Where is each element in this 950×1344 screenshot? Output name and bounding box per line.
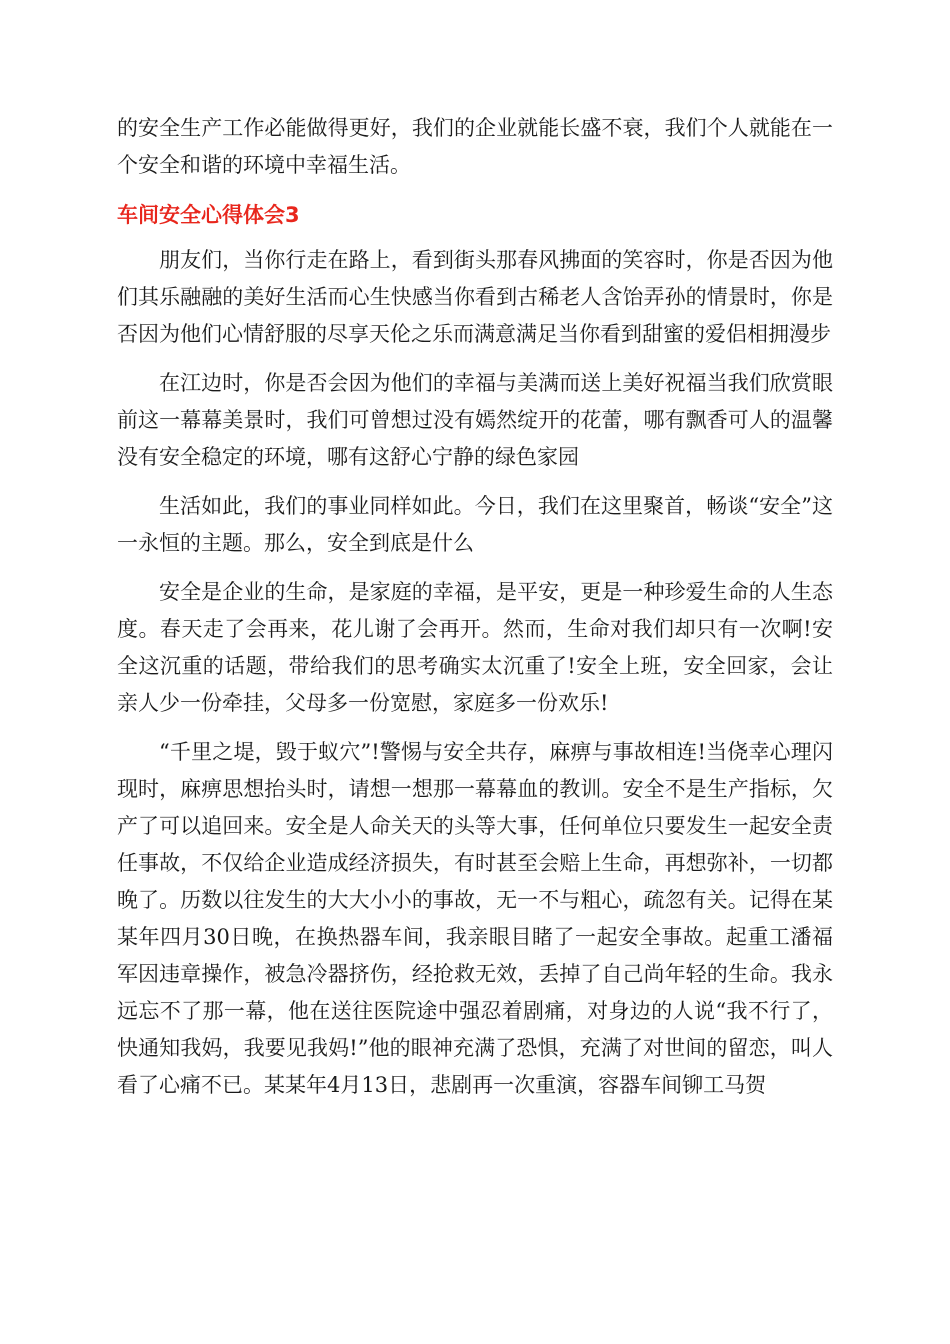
paragraph-3: 生活如此，我们的事业同样如此。今日，我们在这里聚首，畅谈“安全”这一永恒的主题。那么，安全到底是什么 <box>117 494 833 555</box>
paragraph-2: 在江边时，你是否会因为他们的幸福与美满而送上美好祝福当我们欣赏眼前这一幕幕美景时，我们可曾想过没有嫣然绽开的花蕾，哪有飘香可人的温馨没有安全稳定的环境，哪有这舒心宁静的绿色家园 <box>117 371 833 469</box>
document-body <box>117 110 833 1116</box>
paragraph-4: 安全是企业的生命，是家庭的幸福，是平安，更是一种珍爱生命的人生态度。春天走了会再来，花儿谢了会再开。然而，生命对我们却只有一次啊!安全这沉重的话题，带给我们的思考确实太沉重了!安全上班，安全回家，会让亲人少一份牵挂，父母多一份宽慰，家庭多一份欢乐! <box>117 580 833 715</box>
paragraph-5: “千里之堤，毁于蚁穴”!警惕与安全共存，麻痹与事故相连!当侥幸心理闪现时，麻痹思想抬头时，请想一想那一幕幕血的教训。安全不是生产指标，欠产了可以追回来。安全是人命关天的头等大事，任何单位只要发生一起安全责任事故，不仅给企业造成经济损失，有时甚至会赔上生命，再想弥补，一切都晚了。历数以往发生的大大小小的事故，无一不与粗心，疏忽有关。记得在某某年四月30日晚，在换热器车间，我亲眼目睹了一起安全事故。起重工潘福军因违章操作，被急冷器挤伤，经抢救无效，丢掉了自己尚年轻的生命。我永远忘不了那一幕，他在送往医院途中强忍着剧痛，对身边的人说“我不行了，快通知我妈，我要见我妈!”他的眼神充满了恐惧，充满了对世间的留恋，叫人看了心痛不已。某某年4月13日，悲剧再一次重演，容器车间铆工马贺 <box>117 740 833 1097</box>
continued-paragraph: 的安全生产工作必能做得更好，我们的企业就能长盛不衰，我们个人就能在一个安全和谐的环境中幸福生活。 <box>117 116 833 177</box>
section-heading: 车间安全心得体会3 <box>117 203 300 227</box>
paragraph-1: 朋友们，当你行走在路上，看到街头那春风拂面的笑容时，你是否因为他们其乐融融的美好生活而心生快感当你看到古稀老人含饴弄孙的情景时，你是否因为他们心情舒服的尽享天伦之乐而满意满足当你看到甜蜜的爱侣相拥漫步 <box>117 248 833 346</box>
